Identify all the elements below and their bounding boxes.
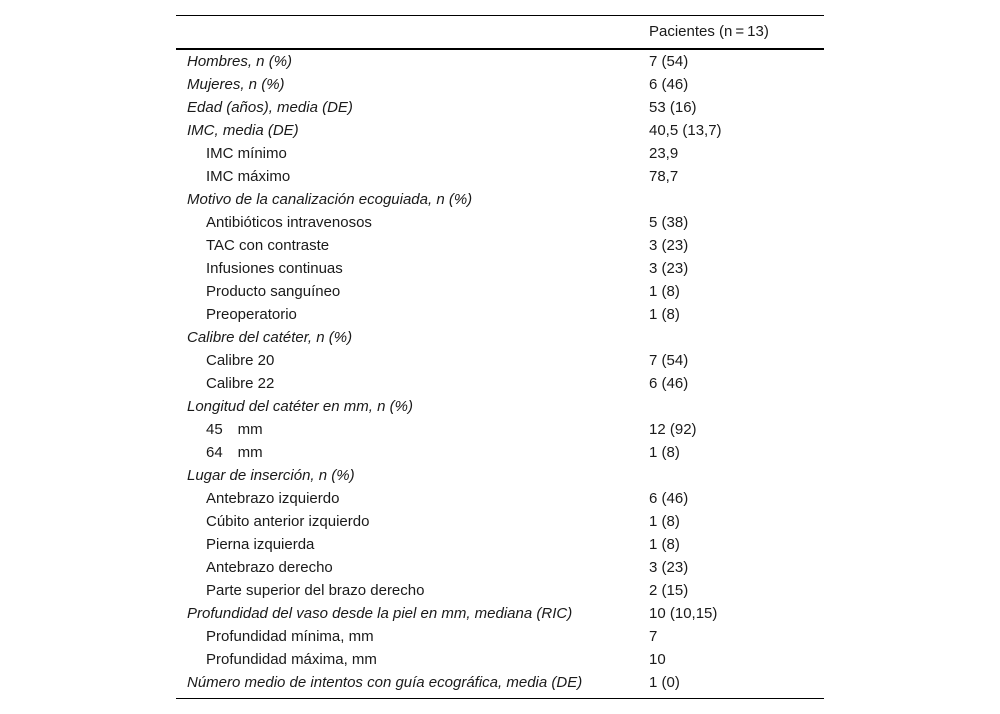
table-row — [176, 418, 824, 441]
row-value: 7 — [649, 628, 658, 645]
row-label: Profundidad mínima, mm — [206, 628, 374, 645]
row-value: 3 (23) — [649, 260, 689, 277]
row-label: Antebrazo derecho — [206, 559, 333, 576]
row-label: Lugar de inserción, n (%) — [187, 467, 355, 484]
table-row — [176, 165, 824, 188]
row-label: 45 mm — [206, 421, 263, 438]
row-value: 10 — [649, 651, 666, 668]
table-row — [176, 326, 824, 349]
row-label: Calibre 22 — [206, 375, 275, 392]
table-row — [176, 441, 824, 464]
table-row — [176, 648, 824, 671]
row-label: IMC, media (DE) — [187, 122, 299, 139]
table-row — [176, 349, 824, 372]
row-value: 5 (38) — [649, 214, 689, 231]
table-row — [176, 372, 824, 395]
table-row — [176, 188, 824, 211]
row-label: Motivo de la canalización ecoguiada, n (%) — [187, 191, 473, 208]
row-value: 1 (0) — [649, 674, 680, 691]
row-label: IMC máximo — [206, 168, 291, 185]
table-row — [176, 73, 824, 96]
table-row — [176, 142, 824, 165]
row-value: 1 (8) — [649, 283, 680, 300]
row-label: Producto sanguíneo — [206, 283, 341, 300]
table-row — [176, 671, 824, 694]
header-patients: Pacientes (n = 13) — [649, 23, 769, 40]
table-row — [176, 556, 824, 579]
row-label: Mujeres, n (%) — [187, 76, 285, 93]
table-row — [176, 487, 824, 510]
table-row — [176, 625, 824, 648]
table-row — [176, 602, 824, 625]
row-value: 3 (23) — [649, 237, 689, 254]
row-label: Profundidad del vaso desde la piel en mm, mediana (RIC) — [187, 605, 573, 622]
table-row — [176, 280, 824, 303]
row-value: 6 (46) — [649, 375, 689, 392]
row-label: Pierna izquierda — [206, 536, 315, 553]
table-row — [176, 211, 824, 234]
row-value: 6 (46) — [649, 76, 689, 93]
row-label: Preoperatorio — [206, 306, 297, 323]
row-label: Número medio de intentos con guía ecográfica, media (DE) — [187, 674, 583, 691]
row-value: 7 (54) — [649, 53, 689, 70]
table-row — [176, 464, 824, 487]
table-header — [176, 16, 824, 50]
row-value: 53 (16) — [649, 99, 697, 116]
table-bottom-rule — [176, 698, 824, 699]
row-label: Infusiones continuas — [206, 260, 343, 277]
row-label: Edad (años), media (DE) — [187, 99, 353, 116]
row-value: 10 (10,15) — [649, 605, 718, 622]
row-label: Parte superior del brazo derecho — [206, 582, 425, 599]
row-value: 1 (8) — [649, 444, 680, 461]
row-label: Calibre del catéter, n (%) — [187, 329, 353, 346]
row-value: 40,5 (13,7) — [649, 122, 722, 139]
table-row — [176, 119, 824, 142]
row-label: Hombres, n (%) — [187, 53, 293, 70]
row-value: 78,7 — [649, 168, 679, 185]
row-label: TAC con contraste — [206, 237, 330, 254]
row-value: 1 (8) — [649, 536, 680, 553]
table-row — [176, 579, 824, 602]
row-value: 12 (92) — [649, 421, 697, 438]
table-row — [176, 533, 824, 556]
table-row — [176, 234, 824, 257]
row-label: Antebrazo izquierdo — [206, 490, 340, 507]
row-label: Longitud del catéter en mm, n (%) — [187, 398, 413, 415]
row-value: 2 (15) — [649, 582, 689, 599]
table-row — [176, 303, 824, 326]
row-value: 23,9 — [649, 145, 679, 162]
table-row — [176, 510, 824, 533]
row-value: 3 (23) — [649, 559, 689, 576]
table-row — [176, 96, 824, 119]
row-value: 6 (46) — [649, 490, 689, 507]
table-row — [176, 257, 824, 280]
row-label: 64 mm — [206, 444, 263, 461]
row-label: Cúbito anterior izquierdo — [206, 513, 370, 530]
table-row — [176, 50, 824, 73]
row-value: 7 (54) — [649, 352, 689, 369]
data-table — [176, 15, 824, 699]
table-body — [176, 50, 824, 694]
row-label: Calibre 20 — [206, 352, 275, 369]
row-label: Profundidad máxima, mm — [206, 651, 377, 668]
row-label: Antibióticos intravenosos — [206, 214, 372, 231]
row-value: 1 (8) — [649, 306, 680, 323]
table-row — [176, 395, 824, 418]
row-value: 1 (8) — [649, 513, 680, 530]
row-label: IMC mínimo — [206, 145, 287, 162]
